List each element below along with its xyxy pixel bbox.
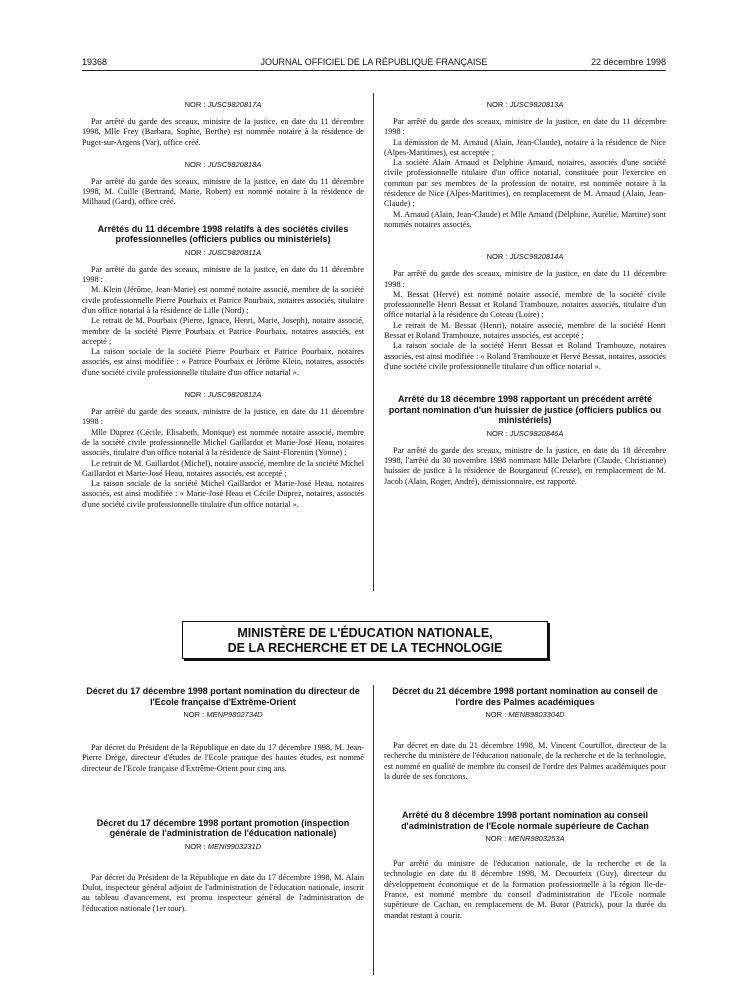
nor-reference: NOR : JUSC9820818A [184, 159, 262, 169]
decree-section [82, 818, 364, 914]
left-column-top [82, 100, 364, 510]
paragraph: M. Arnaud (Alain, Jean-Claude) et Mlle Arnaud (Delphine, Aurélie, Martine) sont nommés notaires associés. [384, 209, 666, 229]
paragraph: Par arrêté du garde des sceaux, ministre de la justice, en date du 11 décembre 1998, Mlle Frey (Barbara, Sophie, Berthe) est nommée notaire à la résidence de Puget-sur-Argens (Var), office créé. [82, 117, 364, 147]
nor-reference: NOR : JUSC9820817A [184, 100, 262, 109]
section-title: Arrêtés du 11 décembre 1998 relatifs à des sociétés civiles professionnelles (officiers publics ou ministériels) [97, 223, 349, 245]
decree-section [384, 252, 666, 372]
header-rule [82, 70, 666, 71]
paragraph: La raison sociale de la société Michel Gaillardot et Marie-José Heau, notaires associés, est ainsi modifiée : « Marie-José Heau et Cécile Duprez, notaires, associés d'une société civile professionnelle titulaire d'un office notarial ». [82, 479, 364, 509]
paragraph: Le retrait de M. Bessat (Henri), notaire associé, membre de la société Henri Bessat et Roland Trambouze, notaires associés, est accepté ; [384, 320, 666, 341]
decree-section [384, 394, 666, 487]
decree-section [384, 810, 666, 921]
paragraph: La société Alain Arnaud et Delphine Arnaud, notaires, associés d'une société civile professionnelle titulaire d'un office notarial, constituée pour l'exercice en commun par ses membres de la profession de notaire, est nommée notaire à la résidence de Nice (Alpes-Maritimes), en remplacement de M. Arnaud (Alain, Jean-Claude) ; [384, 158, 666, 209]
nor-reference: NOR : JUSC9820812A [184, 390, 262, 400]
paragraph: La raison sociale de la société Henri Bessat et Roland Trambouze, notaires associés, est ainsi modifiée : « Roland Trambouze et Hervé Bessat, notaires, associés d'une société civile professionnelle titulaire d'un office notarial ». [384, 341, 666, 371]
nor-reference: NOR : JUSC9820813A [486, 100, 564, 109]
ministry-name-line2: DE LA RECHERCHE ET DE LA TECHNOLOGIE [227, 641, 503, 655]
paragraph: Mlle Duprez (Cécile, Elisabeth, Monique) est nommée notaire associé, membre de la société civile professionnelle Michel Gaillardot et Marie-José Heau, notaires associés, titulaire d'un office notarial à la résidence de Saint-Florentin (Yonne) ; [82, 427, 364, 458]
paragraph: Par arrêté du garde des sceaux, ministre de la justice, en date du 11 décembre 1998 : [82, 264, 364, 285]
page-header [82, 57, 666, 71]
column-divider-top [373, 93, 374, 591]
decree-section [82, 686, 364, 774]
paragraph: M. Bessat (Hervé) est nommé notaire associé, membre de la société civile professionnelle Henri Bessat et Roland Trambouze, notaires associés, titulaire d'un office notarial à la résidence du Coteau (Loire) ; [384, 289, 666, 320]
section-title: Décret du 17 décembre 1998 portant nomination du directeur de l'Ecole française d'Extrême-Orient [86, 686, 360, 707]
nor-reference: NOR : JUSC9820846A [486, 428, 564, 438]
column-divider-bottom [373, 685, 374, 975]
paragraph: Par décret du Président de la République en date du 17 décembre 1998, M. Jean-Pierre Drège, directeur d'études de l'Ecole pratique des hautes études, est nommé directeur de l'Ecole française d'Extrême-Orient pour cinq ans. [82, 743, 364, 773]
ministry-name-line1: MINISTÈRE DE L'ÉDUCATION NATIONALE, [237, 626, 493, 640]
paragraph: Le retrait de M. Pourbaix (Pierre, Ignace, Henri, Marie, Joseph), notaire associé, membre de la société Pierre Pourbaix et Patrice Pourbaix, notaires associés, est accepté ; [82, 316, 364, 346]
section-title: Arrêté du 8 décembre 1998 portant nomination au conseil d'administration de l'Ecole normale supérieure de Cachan [401, 810, 649, 831]
paragraph: Par arrêté du garde des sceaux, ministre de la justice, en date du 11 décembre 1998 : [384, 269, 666, 289]
decree-section [384, 686, 666, 782]
section-title: Décret du 17 décembre 1998 portant promotion (inspection générale de l'administration de l'éducation nationale) [96, 817, 350, 839]
right-column-bottom [384, 686, 666, 921]
left-column-bottom [82, 686, 364, 914]
paragraph: M. Klein (Jérôme, Jean-Marie) est nommé notaire associé, membre de la société civile professionnelle Pierre Pourbaix et Patrice Pourbaix, notaires associés, titulaire d'un office notarial à la résidence de Lille (Nord) ; [82, 285, 364, 315]
nor-reference: NOR : MENB9803304D [485, 710, 565, 719]
decree-section [82, 100, 364, 148]
section-title: Décret du 21 décembre 1998 portant nomination au conseil de l'ordre des Palmes académiques [392, 686, 658, 707]
nor-reference: NOR : JUSC9820814A [486, 252, 564, 262]
ministry-banner [182, 621, 548, 659]
paragraph: Le retrait de M. Gaillardot (Michel), notaire associé, membre de la société Michel Gaillardot et Marie-José Heau, notaires associés, est accepté ; [82, 458, 364, 478]
nor-reference: NOR : MENP9802734D [183, 710, 263, 719]
nor-reference: NOR : JUSC9820811A [184, 247, 262, 257]
decree-section [82, 160, 364, 208]
decree-section [82, 390, 364, 510]
section-title: Arrêté du 18 décembre 1998 rapportant un précédent arrêté portant nomination d'un huissier de justice (officiers publics ou ministériels) [388, 394, 662, 426]
paragraph: Par arrêté du ministre de l'éducation nationale, de la recherche et de la technologie en date du 8 décembre 1998, M. Decourteix (Guy), directeur du développement économique et de la formation professionnelle à la région Ile-de-France, est nommé membre du conseil d'administration de l'Ecole normale supérieure de Cachan, en remplacement de M. Butor (Patrick), pour la durée du mandat restant à courir. [384, 859, 666, 920]
decree-section [82, 224, 364, 378]
paragraph: Par arrêté du garde des sceaux, ministre de la justice, en date du 11 décembre 1998 : [384, 117, 666, 137]
decree-section [384, 100, 666, 230]
paragraph: La raison sociale de la société Pierre Pourbaix et Patrice Pourbaix, notaires associés, est ainsi modifiée : « Patrice Pourbaix et Jérôme Klein, notaires, associés d'une société civile professionnelle titulaire d'un office notarial ». [82, 347, 364, 377]
right-column-top [384, 100, 666, 487]
paragraph: Par arrêté du garde des sceaux, ministre de la justice, en date du 11 décembre 1998, M. Cuille (Bertrand, Marie, Robert) est nommé notaire à la résidence de Milhaud (Gard), office créé. [82, 176, 364, 207]
paragraph: Par décret en date du 21 décembre 1998, M. Vincent Courtillot, directeur de la recherche du ministère de l'éducation nationale, de la recherche et de la technologie, est nommé en qualité de membre du conseil de l'ordre des Palmes académiques pour la durée de ses fonctions. [384, 741, 666, 781]
issue-date: 22 décembre 1998 [590, 57, 666, 67]
nor-reference: NOR : MENR9803253A [485, 834, 565, 844]
paragraph: Par décret du Président de la République en date du 17 décembre 1998, M. Alain Dulot, inspecteur général adjoint de l'administration de l'éducation nationale, inscrit au tableau d'avancement, est promu inspecteur général de l'administration de l'éducation nationale (1er tour). [82, 872, 364, 913]
paragraph: Par arrêté du garde des sceaux, ministre de la justice, en date du 18 décembre 1998, l'arrêté du 30 novembre 1998 nommant Mlle Delarbre (Claude, Christianne) huissier de justice à la résidence de Bourganeuf (Creuse), en remplacement de M. Jacob (Alain, Roger, André), démissionnaire, est rapporté. [384, 445, 666, 486]
paragraph: La démission de M. Arnaud (Alain, Jean-Claude), notaire à la résidence de Nice (Alpes-Maritimes), est acceptée ; [384, 137, 666, 157]
journal-title: JOURNAL OFFICIEL DE LA RÉPUBLIQUE FRANÇAISE [260, 57, 488, 67]
paragraph: Par arrêté du garde des sceaux, ministre de la justice, en date du 11 décembre 1998 : [82, 407, 364, 427]
nor-reference: NOR : MENI9903231D [184, 841, 262, 851]
page-number: 19368 [82, 57, 108, 67]
